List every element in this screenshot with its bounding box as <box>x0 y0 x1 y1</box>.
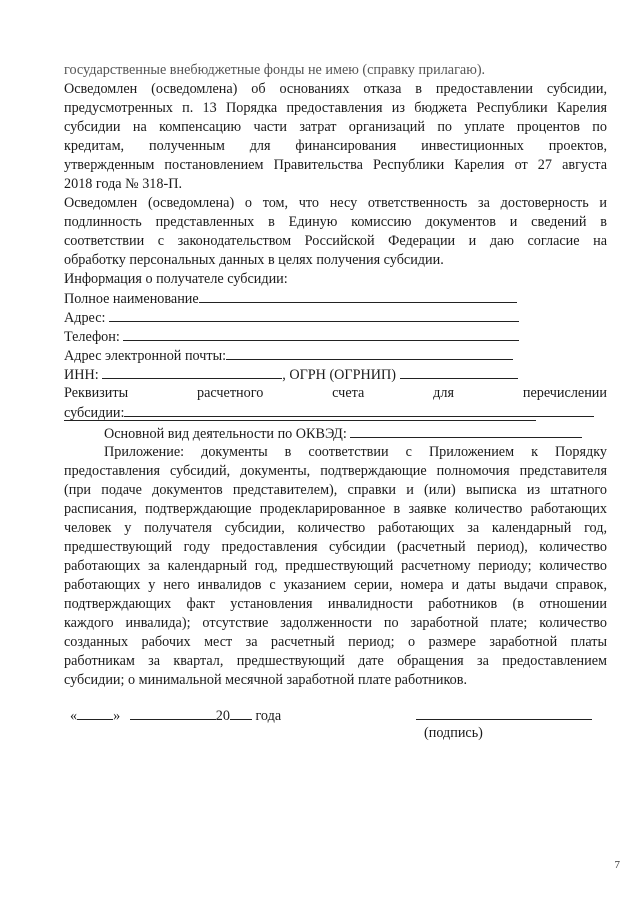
date-quote-open: « <box>70 708 78 724</box>
paragraph-line: Осведомлен (осведомлена) об основаниях отказа в предоставлении субсидии, <box>64 81 607 97</box>
date-year-suffix: года <box>255 708 282 724</box>
bank-second-label: субсидии: <box>64 405 125 421</box>
bank-word: перечислении <box>522 385 607 401</box>
appendix-line: (при подаче документов представителем), справки и (или) выписка из штатного <box>64 482 607 498</box>
bank-word: для <box>433 385 454 401</box>
bank-details-extra-line[interactable] <box>64 420 536 421</box>
date-year-field[interactable] <box>230 706 252 720</box>
appendix-line: предшествующий году предоставления субсидии (расчетный период), количество <box>64 539 607 555</box>
date-row <box>70 706 330 726</box>
ogrn-field[interactable] <box>400 365 518 379</box>
okved-row <box>104 424 607 444</box>
phone-row <box>64 327 607 347</box>
bank-word: расчетного <box>197 385 264 401</box>
recipient-info-title: Информация о получателе субсидии: <box>64 271 288 287</box>
appendix-line: расписания, подтверждающие продекларированное в заявке количество работающих <box>64 501 607 517</box>
ogrn-label: , ОГРН (ОГРНИП) <box>282 367 396 383</box>
paragraph-line: субсидии на компенсацию части затрат организаций по уплате процентов по <box>64 119 607 135</box>
bank-details-field[interactable] <box>124 403 594 417</box>
appendix-line: Приложение: документы в соответствии с Приложением к Порядку <box>104 444 607 460</box>
full-name-label: Полное наименование <box>64 291 199 307</box>
full-name-row <box>64 289 607 309</box>
signature-caption: (подпись) <box>424 725 483 741</box>
okved-field[interactable] <box>350 424 582 438</box>
bank-word: Реквизиты <box>64 385 129 401</box>
paragraph-line: Осведомлен (осведомлена) о том, что несу ответственность за достоверность и <box>64 195 607 211</box>
phone-label: Телефон: <box>64 329 120 345</box>
address-label: Адрес: <box>64 310 106 326</box>
bank-details-row <box>64 384 607 403</box>
paragraph-line: кредитам, полученным для финансирования инвестиционных проектов, <box>64 138 607 154</box>
phone-field[interactable] <box>123 327 519 341</box>
appendix-line: субсидии; о минимальной месячной заработной плате работников. <box>64 672 468 688</box>
appendix-line: работающих у него инвалидов с указанием серии, номера и даты выдачи справок, <box>64 577 607 593</box>
date-quote-close: » <box>113 708 121 724</box>
signature-line[interactable] <box>416 719 592 720</box>
appendix-line: человек у получателя субсидии, количество работающих за календарный год, <box>64 520 607 536</box>
address-row <box>64 308 607 328</box>
paragraph-line: предусмотренных п. 13 Порядка предоставления из бюджета Республики Карелия <box>64 100 607 116</box>
inn-field[interactable] <box>102 365 282 379</box>
bank-word: счета <box>332 385 365 401</box>
appendix-line: предоставления субсидий, документы, подтверждающие полномочия представителя <box>64 463 607 479</box>
email-row <box>64 346 607 366</box>
appendix-line: работникам за квартал, предшествующий дате обращения за предоставлением <box>64 653 607 669</box>
email-label: Адрес электронной почты: <box>64 348 227 364</box>
date-day-field[interactable] <box>77 706 113 720</box>
email-field[interactable] <box>226 346 513 360</box>
date-month-field[interactable] <box>130 706 216 720</box>
paragraph-line: 2018 года № 318-П. <box>64 176 183 192</box>
paragraph-line: утвержденным постановлением Правительства Республики Карелия от 27 августа <box>64 157 607 173</box>
appendix-line: созданных рабочих мест за расчетный период; о размере заработной платы <box>64 634 607 650</box>
paragraph-line: подлинность представленных в Единую комиссию документов и сведений в <box>64 214 607 230</box>
okved-label: Основной вид деятельности по ОКВЭД: <box>104 426 347 442</box>
paragraph-line: обработку персональных данных в целях получения субсидии. <box>64 252 444 268</box>
paragraph-line: соответствии с законодательством Российской Федерации и даю согласие на <box>64 233 607 249</box>
date-year-prefix: 20 <box>215 708 230 724</box>
full-name-field[interactable] <box>199 289 517 303</box>
appendix-line: работающих за календарный год, предшествующий расчетному периоду; количество <box>64 558 607 574</box>
appendix-line: подтверждающих факт установления инвалидности работников (в отношении <box>64 596 607 612</box>
appendix-line: каждого инвалида); отсутствие задолженности по заработной плате; количество <box>64 615 607 631</box>
inn-label: ИНН: <box>64 367 99 383</box>
top-line: государственные внебюджетные фонды не имею (справку прилагаю). <box>64 62 486 78</box>
page-number: 7 <box>614 859 620 871</box>
inn-ogrn-row <box>64 365 607 385</box>
address-field[interactable] <box>109 308 519 322</box>
